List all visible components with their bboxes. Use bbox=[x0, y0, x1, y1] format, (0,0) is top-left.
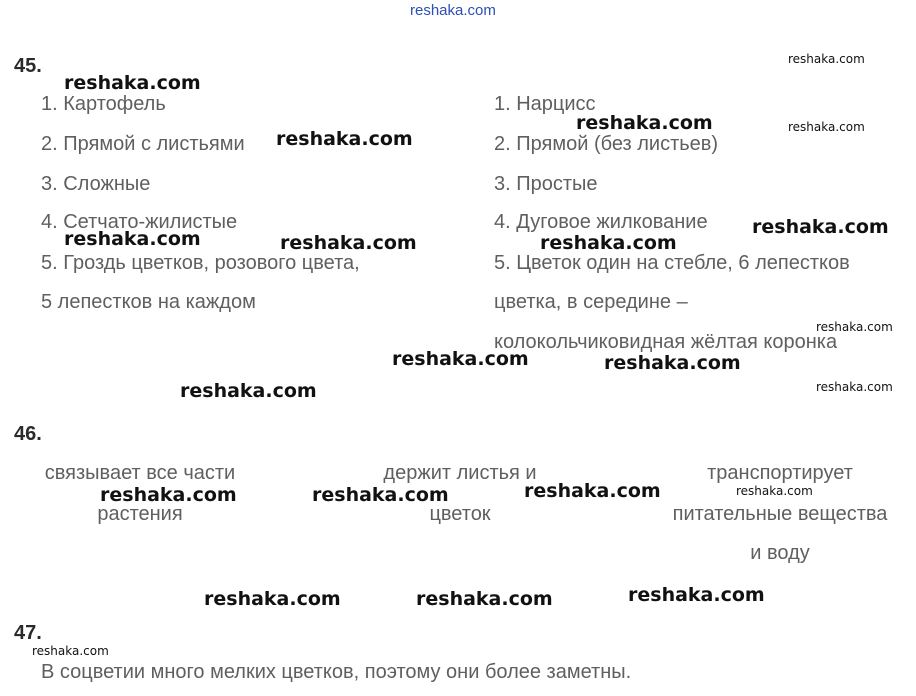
watermark: reshaka.com bbox=[604, 352, 741, 374]
task-45-right-line-3: 3. Простые bbox=[494, 173, 598, 195]
task-46-col2-line-2: цветок bbox=[429, 503, 491, 525]
watermark: reshaka.com bbox=[64, 228, 201, 250]
watermark: reshaka.com bbox=[100, 484, 237, 506]
task-45-left-line-4: 4. Сетчато-жилистые bbox=[41, 211, 238, 233]
task-45-right-line-1: 1. Нарцисс bbox=[494, 93, 596, 115]
watermark: reshaka.com bbox=[64, 72, 201, 94]
task-46-col1-line-1: связывает все части bbox=[44, 462, 236, 484]
watermark: reshaka.com bbox=[416, 588, 553, 610]
task-46-col2-line-1: держит листья и bbox=[383, 462, 537, 484]
task-45-left-line-1: 1. Картофель bbox=[41, 93, 166, 115]
watermark-small: reshaka.com bbox=[816, 320, 893, 334]
watermark: reshaka.com bbox=[576, 112, 713, 134]
task-46-col3-line-2: питательные вещества bbox=[672, 503, 888, 525]
task-46-col3-line-3: и воду bbox=[750, 542, 810, 564]
top-watermark: reshaka.com bbox=[410, 2, 496, 19]
task-45-right-line-4: 4. Дуговое жилкование bbox=[494, 211, 708, 233]
task-46-number: 46. bbox=[14, 423, 42, 445]
watermark: reshaka.com bbox=[204, 588, 341, 610]
watermark-small: reshaka.com bbox=[736, 484, 813, 498]
watermark: reshaka.com bbox=[524, 480, 661, 502]
watermark: reshaka.com bbox=[752, 216, 889, 238]
task-47-text: В соцветии много мелких цветков, поэтому они более заметны. bbox=[41, 661, 632, 683]
watermark-small: reshaka.com bbox=[32, 644, 109, 658]
watermark: reshaka.com bbox=[280, 232, 417, 254]
task-45-right-line-2: 2. Прямой (без листьев) bbox=[494, 133, 719, 155]
task-46-col3-line-1: транспортирует bbox=[707, 462, 853, 484]
watermark: reshaka.com bbox=[628, 584, 765, 606]
task-45-right-line-7: колокольчиковидная жёлтая коронка bbox=[494, 331, 838, 353]
task-45-left-line-3: 3. Сложные bbox=[41, 173, 151, 195]
watermark: reshaka.com bbox=[540, 232, 677, 254]
watermark-small: reshaka.com bbox=[816, 380, 893, 394]
watermark: reshaka.com bbox=[312, 484, 449, 506]
watermark: reshaka.com bbox=[276, 128, 413, 150]
watermark: reshaka.com bbox=[392, 348, 529, 370]
task-45-right-line-5: 5. Цветок один на стебле, 6 лепестков bbox=[494, 252, 850, 274]
watermark-small: reshaka.com bbox=[788, 120, 865, 134]
task-45-number: 45. bbox=[14, 55, 42, 77]
watermark: reshaka.com bbox=[180, 380, 317, 402]
watermark-small: reshaka.com bbox=[788, 52, 865, 66]
task-47-number: 47. bbox=[14, 622, 42, 644]
task-46-col1-line-2: растения bbox=[97, 503, 183, 525]
task-45-left-line-2: 2. Прямой с листьями bbox=[41, 133, 245, 155]
task-45-left-line-5: 5. Гроздь цветков, розового цвета, bbox=[41, 252, 360, 274]
task-45-left-line-6: 5 лепестков на каждом bbox=[41, 291, 256, 313]
task-45-right-line-6: цветка, в середине – bbox=[494, 291, 688, 313]
